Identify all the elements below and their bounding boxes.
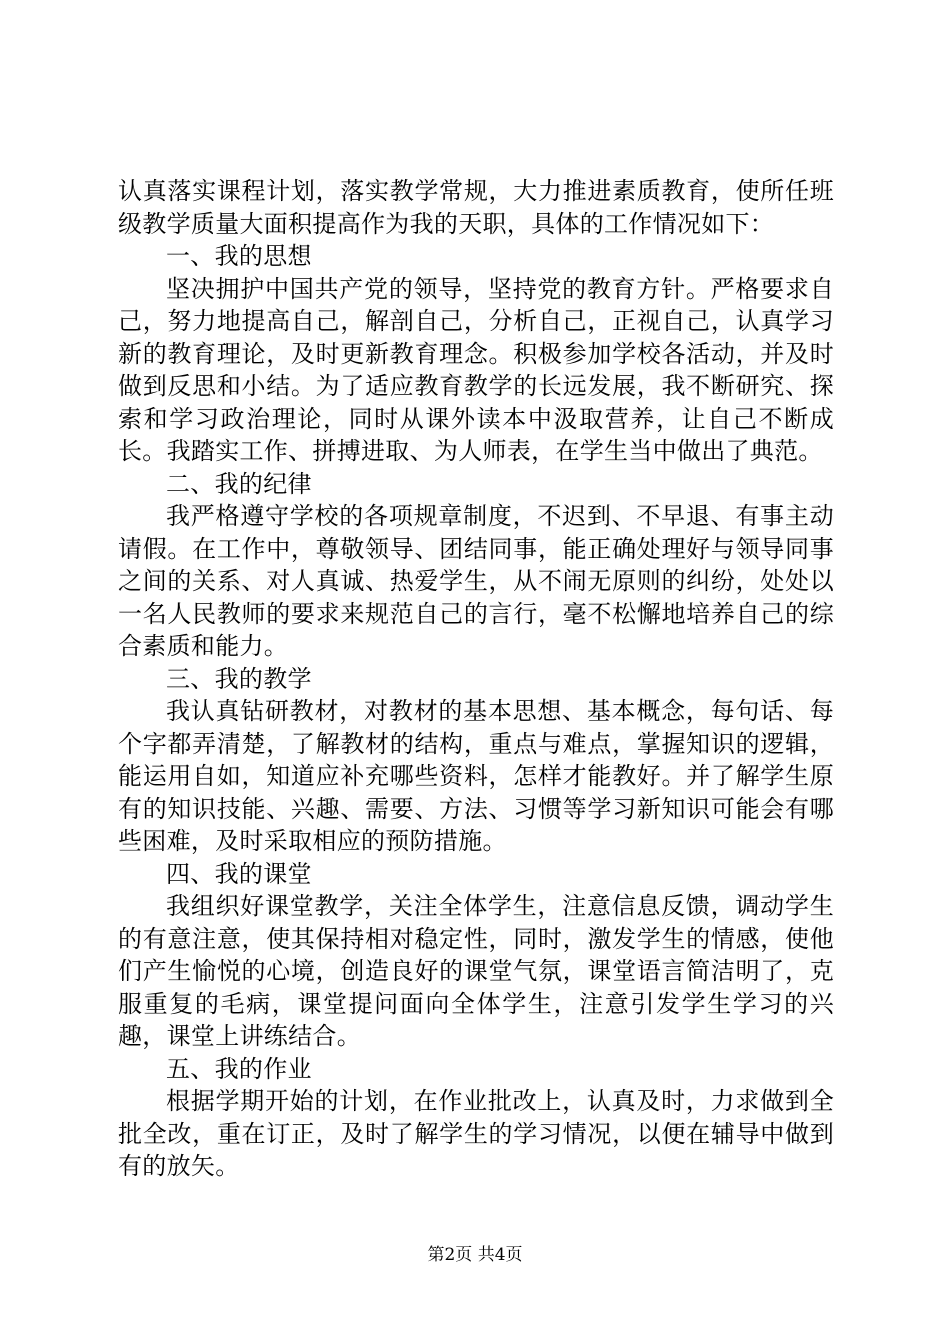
section-body-teaching: 我认真钻研教材，对教材的基本思想、基本概念，每句话、每个字都弄清楚，了解教材的结构，重点与难点，掌握知识的逻辑，能运用自如，知道应补充哪些资料，怎样才能教好。并了解学生原有的知识技能、兴趣、需要、方法、习惯等学习新知识可能会有哪些困难，及时采取相应的预防措施。 [118, 697, 834, 855]
page-footer: 第2页 共4页 [427, 1245, 523, 1265]
section-heading-discipline: 二、我的纪律 [166, 469, 312, 498]
section-body-thought: 坚决拥护中国共产党的领导，坚持党的教育方针。严格要求自己，努力地提高自己，解剖自己，分析自己，正视自己，认真学习新的教育理论，及时更新教育理念。积极参加学校各活动，并及时做到反思和小结。为了适应教育教学的长远发展，我不断研究、探索和学习政治理论，同时从课外读本中汲取营养，让自己不断成长。我踏实工作、拼搏进取、为人师表，在学生当中做出了典范。 [118, 274, 834, 465]
section-body-classroom: 我组织好课堂教学，关注全体学生，注意信息反馈，调动学生的有意注意，使其保持相对稳定性，同时，激发学生的情感，使他们产生愉悦的心境，创造良好的课堂气氛，课堂语言简洁明了，克服重复的毛病，课堂提问面向全体学生，注意引发学生学习的兴趣，课堂上讲练结合。 [118, 892, 834, 1050]
section-heading-teaching: 三、我的教学 [166, 664, 312, 693]
intro-paragraph: 认真落实课程计划，落实教学常规，大力推进素质教育，使所任班级教学质量大面积提高作为我的天职，具体的工作情况如下： [118, 177, 834, 238]
document-body [118, 175, 834, 1183]
section-body-discipline: 我严格遵守学校的各项规章制度，不迟到、不早退、有事主动请假。在工作中，尊敬领导、团结同事，能正确处理好与领导同事之间的关系、对人真诚、热爱学生，从不闹无原则的纠纷，处处以一名人民教师的要求来规范自己的言行，毫不松懈地培养自己的综合素质和能力。 [118, 502, 834, 660]
section-body-homework: 根据学期开始的计划，在作业批改上，认真及时，力求做到全批全改，重在订正，及时了解学生的学习情况，以便在辅导中做到有的放矢。 [118, 1087, 834, 1180]
section-heading-homework: 五、我的作业 [166, 1054, 312, 1083]
section-heading-classroom: 四、我的课堂 [166, 859, 312, 888]
section-heading-thought: 一、我的思想 [166, 242, 312, 270]
